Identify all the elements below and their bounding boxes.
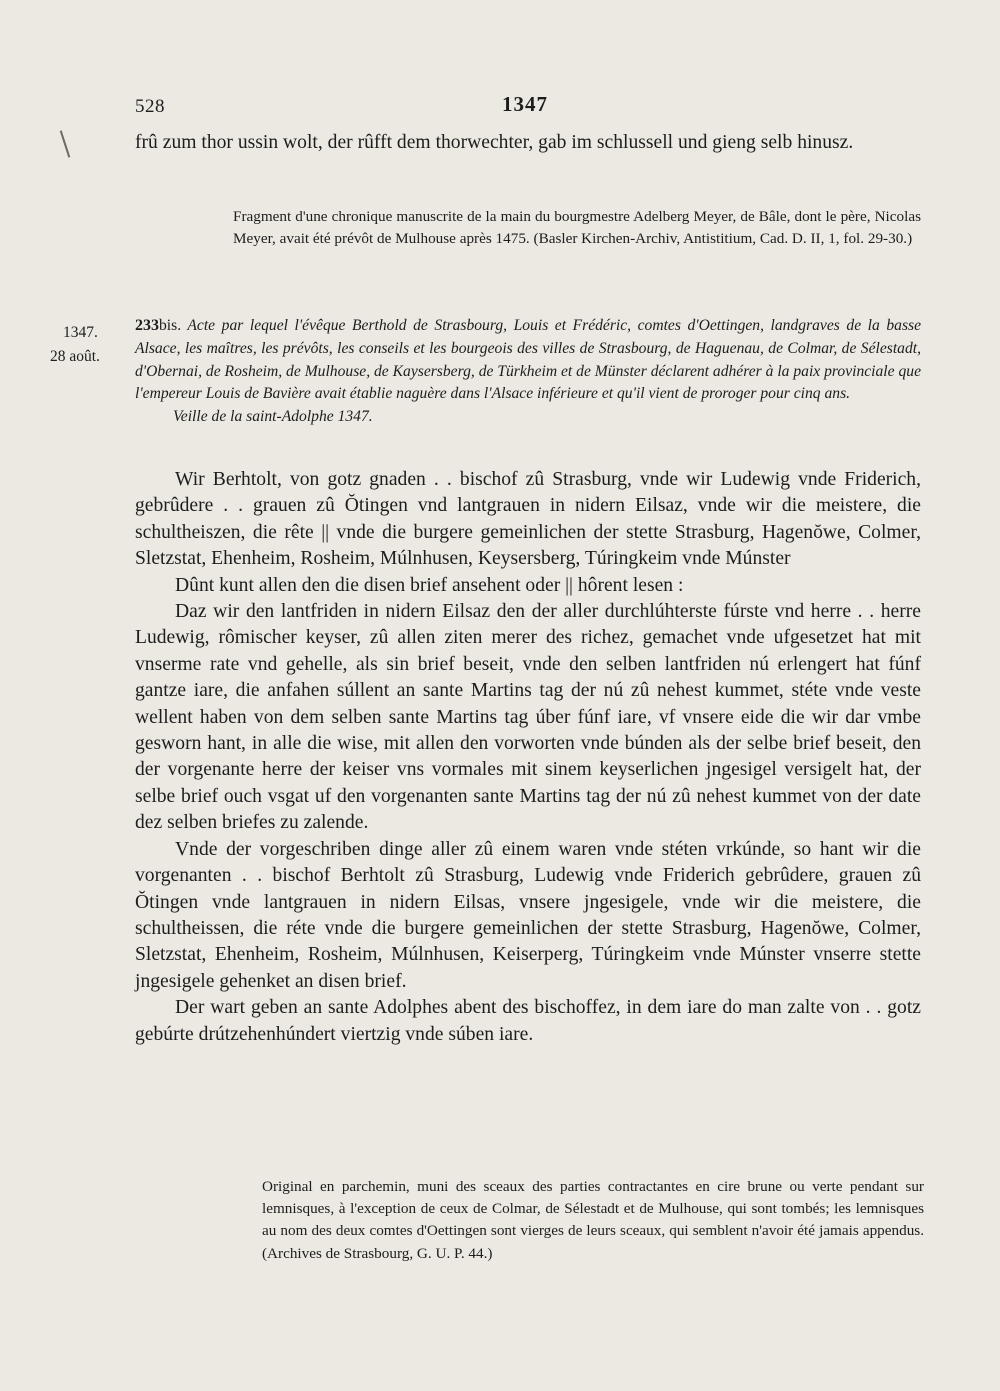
charter-paragraph: Der wart geben an sante Adolphes abent des bischoffez, in dem iare do man zalte von . . gotz gebúrte drútzehenhúndert viertzig vnde súben iare. [135, 997, 921, 1045]
charter-paragraph: Daz wir den lantfriden in nidern Eilsaz den der aller durchlúhterste fúrste vnd herre . . herre Ludewig, rômischer keyser, zû allen ziten merer des richez, gemachet vnde ufgesetzet hat mit vnserme rate vnd gehelle, als sin brief beseit, vnde den selben lantfriden nú erlengert hat fúnf gantze iare, die anfahen súllent an sante Martins tag der nú zû nehest kummet, stéte vnde veste wellent haben von dem selben sante Martins tag úber fúnf iare, vf vnsere eide die wir dar vmbe gesworn hant, in alle die wise, mit allen den vorworten vnde búnden als der selbe brief beseit, den der vorgenante herre der keiser vns vormales mit sinem keyserlichen jngesigel versigelt hat, der selbe brief ouch vsgat uf den vorgenanten sante Martins tag der nú zû nehest kummet von der date dez selben briefes zu zalende. [135, 601, 921, 834]
source-note-bottom: Original en parchemin, muni des sceaux des parties contractantes en cire brune ou verte pendant sur lemnisques, à l'exception de ceux de Colmar, de Sélestadt et de Mulhouse, qui sont tombés; les lemnisques au nom des deux comtes d'Oettingen sont vierges de leurs sceaux, qui semblent n'avoir été jamais appendus. (Archives de Strasbourg, G. U. P. 44.) [262, 1178, 924, 1262]
charter-text [135, 467, 921, 1048]
opening-text-block [135, 130, 921, 156]
opening-paragraph: frû zum thor ussin wolt, der rûfft dem thorwechter, gab im schlussell und gieng selb hinusz. [135, 132, 854, 153]
regest-summary [135, 315, 921, 429]
charter-paragraph: Dûnt kunt allen den die disen brief ansehent oder || hôrent lesen : [175, 574, 684, 596]
margin-date: 28 août. [50, 348, 100, 365]
charter-paragraph: Wir Berhtolt, von gotz gnaden . . bischof zû Strasburg, vnde wir Ludewig vnde Friderich, gebrûdere . . grauen zû Ŏtingen vnd lantgrauen in nidern Eilsaz, vnde wir die meistere, die schultheiszen, die rête || vnde die burgere gemeinlichen der stette Strasburg, Hagenŏwe, Colmer, Sletzstat, Ehenheim, Rosheim, Múlnhusen, Keysersberg, Túringkeim vnde Múnster [135, 469, 921, 570]
document-number: 233 [135, 317, 159, 334]
source-note-top: Fragment d'une chronique manuscrite de la main du bourgmestre Adelberg Meyer, de Bâle, dont le père, Nicolas Meyer, avait été prévôt de Mulhouse après 1475. (Basler Kirchen-Archiv, Antistitium, Cad. D. II, 1, fol. 29-30.) [233, 208, 921, 248]
charter-paragraph: Vnde der vorgeschriben dinge aller zû einem waren vnde stéten vrkúnde, so hant wir die vorgenanten . . bischof Berhtolt zû Strasburg, Ludewig vnde Friderich gebrûdere, grauen zû Ŏtingen vnde lantgrauen in nidern Eilsas, vnsere jngesigele, vnde wir die meistere, die schultheissen, die réte vnde die burgere gemeinlichen der stette Strasburg, Hagenŏwe, Colmer, Sletzstat, Ehenheim, Rosheim, Múlnhusen, Keiserperg, Túringkeim vnde Múnster vnserre stette jngesigele gehenket an disen brief. [135, 838, 921, 992]
margin-year: 1347. [63, 324, 98, 341]
regest-text: Acte par lequel l'évêque Berthold de Strasbourg, Louis et Frédéric, comtes d'Oettingen, landgraves de la basse Alsace, les maîtres, les prévôts, les conseils et les bourgeois des villes de Strasbourg, de Haguenau, de Colmar, de Sélestadt, d'Obernai, de Rosheim, de Mulhouse, de Kaysersberg, de Türkheim et de Münster déclarent adhérer à la paix provinciale que l'empereur Louis de Bavière avait établie naguère dans l'Alsace inférieure et qu'il vient de proroger pour cinq ans. [135, 317, 921, 403]
document-number-suffix: bis. [159, 317, 182, 334]
page-number: 528 [135, 96, 165, 117]
margin-pencil-mark [60, 130, 71, 157]
running-header-year: 1347 [502, 92, 548, 116]
regest-date: Veille de la saint-Adolphe 1347. [173, 408, 373, 426]
